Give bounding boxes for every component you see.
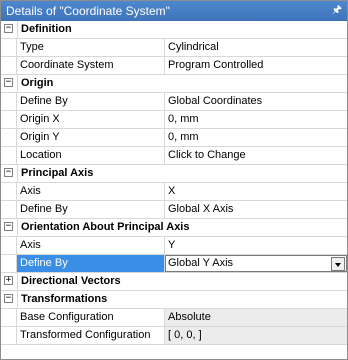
property-name: Define By: [17, 93, 165, 110]
property-name: Base Configuration: [17, 309, 165, 326]
property-value: [ 0, 0, ]: [165, 327, 347, 344]
property-name: Location: [17, 147, 165, 164]
category-label: Principal Axis: [17, 165, 347, 182]
category-directional-vectors[interactable]: [1, 273, 347, 291]
collapse-icon[interactable]: −: [5, 221, 12, 231]
expand-icon[interactable]: +: [5, 275, 12, 285]
property-row-type[interactable]: [1, 39, 347, 57]
property-value[interactable]: Click to Change: [168, 149, 246, 161]
collapse-icon[interactable]: −: [5, 293, 12, 303]
property-row-base-configuration[interactable]: [1, 309, 347, 327]
chevron-down-icon[interactable]: [331, 257, 345, 271]
property-row-principal-define-by[interactable]: [1, 201, 347, 219]
category-label: Definition: [17, 21, 347, 38]
define-by-dropdown[interactable]: [165, 255, 347, 272]
collapse-icon[interactable]: −: [5, 167, 12, 177]
collapse-icon[interactable]: −: [5, 77, 12, 87]
property-name: Origin Y: [17, 129, 165, 146]
property-row-orientation-define-by[interactable]: [1, 255, 347, 273]
property-row-location[interactable]: [1, 147, 347, 165]
property-name: Coordinate System: [17, 57, 165, 74]
property-name: Define By: [17, 201, 165, 218]
category-label: Transformations: [17, 291, 347, 308]
property-value[interactable]: 0, mm: [168, 113, 199, 125]
property-name: Axis: [17, 183, 165, 200]
property-row-origin-define-by[interactable]: [1, 93, 347, 111]
title-bar: [1, 1, 347, 21]
property-grid: [1, 21, 347, 345]
collapse-icon[interactable]: −: [5, 23, 12, 33]
property-row-origin-x[interactable]: [1, 111, 347, 129]
category-transformations[interactable]: [1, 291, 347, 309]
property-value[interactable]: X: [168, 185, 176, 197]
property-value[interactable]: Cylindrical: [168, 41, 219, 53]
category-orientation[interactable]: [1, 219, 347, 237]
category-origin[interactable]: [1, 75, 347, 93]
category-label: Origin: [17, 75, 347, 92]
category-definition[interactable]: [1, 21, 347, 39]
property-value[interactable]: Global X Axis: [168, 203, 234, 215]
category-label: Directional Vectors: [17, 273, 347, 290]
property-value: Absolute: [165, 309, 347, 326]
property-name: Axis: [17, 237, 165, 254]
property-row-orientation-axis[interactable]: [1, 237, 347, 255]
property-row-transformed-configuration[interactable]: [1, 327, 347, 345]
property-row-origin-y[interactable]: [1, 129, 347, 147]
panel-title: Details of "Coordinate System": [6, 4, 170, 18]
property-row-coordinate-system[interactable]: [1, 57, 347, 75]
property-name: Type: [17, 39, 165, 56]
property-name: Origin X: [17, 111, 165, 128]
property-value[interactable]: Global Coordinates: [168, 95, 263, 107]
property-value[interactable]: 0, mm: [168, 131, 199, 143]
property-name: Define By: [17, 255, 165, 272]
category-label: Orientation About Principal Axis: [17, 219, 347, 236]
category-principal-axis[interactable]: [1, 165, 347, 183]
pin-icon[interactable]: 🖈︎: [331, 4, 343, 16]
property-value[interactable]: Program Controlled: [168, 59, 264, 71]
property-row-principal-axis[interactable]: [1, 183, 347, 201]
property-value[interactable]: Y: [168, 239, 176, 251]
dropdown-value: Global Y Axis: [168, 257, 234, 269]
property-name: Transformed Configuration: [17, 327, 165, 344]
